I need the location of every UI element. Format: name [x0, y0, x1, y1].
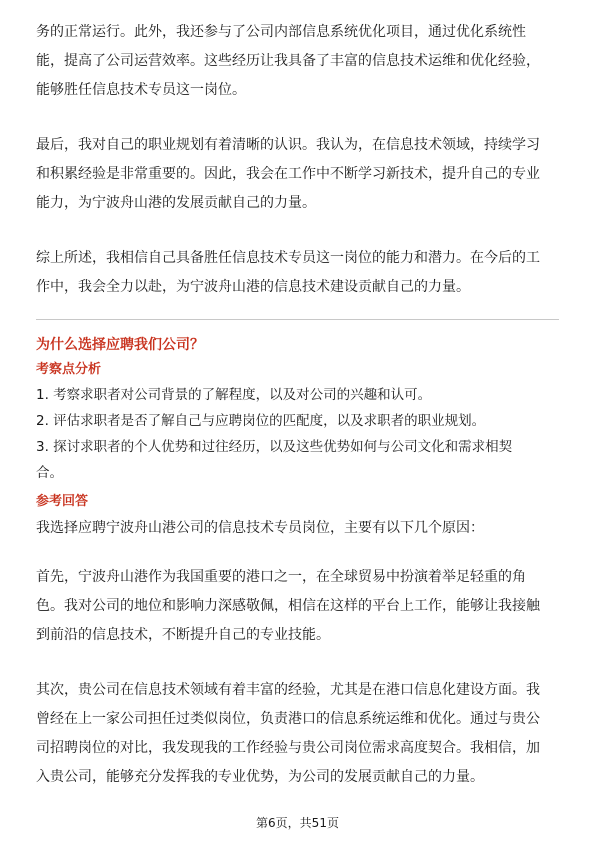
text-line: 和积累经验是非常重要的。因此，我会在工作中不断学习新技术，提升自己的专业: [36, 166, 540, 182]
text-line: 其次，贵公司在信息技术领域有着丰富的经验，尤其是在港口信息化建设方面。我: [36, 682, 540, 698]
text-line: 曾经在上一家公司担任过类似岗位，负责港口的信息系统运维和优化。通过与贵公: [36, 711, 540, 727]
question-heading: 为什么选择应聘我们公司？: [36, 337, 204, 353]
paragraph-career-plan: [36, 131, 559, 218]
page-content: [36, 0, 559, 792]
list-item: 合。: [36, 465, 63, 481]
page-number: 第6页，共51页: [256, 816, 339, 830]
paragraph-reason-second: [36, 676, 559, 792]
list-item: 2. 评估求职者是否了解自己与应聘岗位的匹配度，以及求职者的职业规划。: [36, 413, 486, 429]
text-line: 入贵公司，能够充分发挥我的专业优势，为公司的发展贡献自己的力量。: [36, 769, 484, 785]
text-line: 最后，我对自己的职业规划有着清晰的认识。我认为，在信息技术领域，持续学习: [36, 137, 540, 153]
list-item: 3. 探讨求职者的个人优势和过往经历，以及这些优势如何与公司文化和需求相契: [36, 439, 513, 455]
text-line: 务的正常运行。此外，我还参与了公司内部信息系统优化项目，通过优化系统性: [36, 24, 526, 40]
paragraph-experience: [36, 18, 559, 105]
reference-heading: 参考回答: [36, 494, 89, 509]
text-line: 综上所述，我相信自己具备胜任信息技术专员这一岗位的能力和潜力。在今后的工: [36, 250, 540, 266]
section-divider: [36, 319, 559, 320]
text-line: 能力，为宁波舟山港的发展贡献自己的力量。: [36, 195, 316, 211]
text-line: 色。我对公司的地位和影响力深感敬佩，相信在这样的平台上工作，能够让我接触: [36, 598, 540, 614]
text-line: 到前沿的信息技术，不断提升自己的专业技能。: [36, 627, 330, 643]
list-item: 1. 考察求职者对公司背景的了解程度，以及对公司的兴趣和认可。: [36, 387, 432, 403]
reference-intro: 我选择应聘宁波舟山港公司的信息技术专员岗位，主要有以下几个原因：: [36, 520, 484, 536]
analysis-heading: 考察点分析: [36, 362, 102, 377]
text-line: 首先，宁波舟山港作为我国重要的港口之一，在全球贸易中扮演着举足轻重的角: [36, 569, 526, 585]
paragraph-reason-first: [36, 563, 559, 650]
text-line: 司招聘岗位的对比，我发现我的工作经验与贵公司岗位需求高度契合。我相信，加: [36, 740, 540, 756]
text-line: 能，提高了公司运营效率。这些经历让我具备了丰富的信息技术运维和优化经验，: [36, 53, 540, 69]
paragraph-conclusion: [36, 244, 559, 302]
text-line: 作中，我会全力以赴，为宁波舟山港的信息技术建设贡献自己的力量。: [36, 279, 470, 295]
analysis-list: [36, 382, 559, 486]
text-line: 能够胜任信息技术专员这一岗位。: [36, 82, 246, 98]
